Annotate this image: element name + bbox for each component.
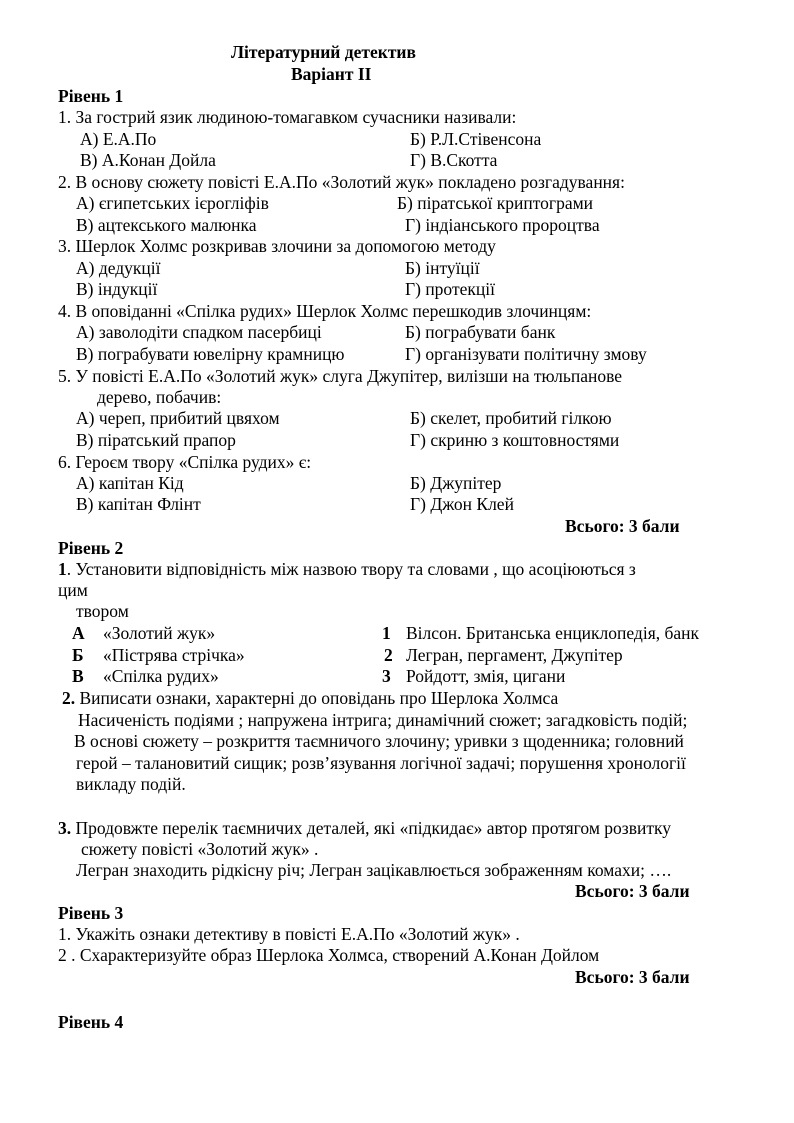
question-3-2-text: 2 . Схарактеризуйте образ Шерлока Холмса, створений А.Конан Дойлом xyxy=(58,945,600,965)
level-3-total: Всього: 3 бали xyxy=(575,967,690,987)
level-2-total: Всього: 3 бали xyxy=(575,881,690,901)
question-1-5-text-continued: дерево, побачив: xyxy=(97,387,222,407)
question-1-3-text: 3. Шерлок Холмс розкривав злочини за допомогою методу xyxy=(58,236,496,256)
question-1-4-option-a: А) заволодіти спадком пасербиці xyxy=(76,322,322,342)
question-1-1-option-c: В) А.Конан Дойла xyxy=(80,150,216,170)
matching-row-words-2: Легран, пергамент, Джупітер xyxy=(406,645,623,665)
question-2-1-text xyxy=(58,559,636,580)
question-2-1-text-continued-2: твором xyxy=(76,601,129,621)
question-1-2-text: 2. В основу сюжету повісті Е.А.По «Золотий жук» покладено розгадування: xyxy=(58,172,625,192)
matching-row-number-2: 2 xyxy=(384,645,393,665)
question-1-4-option-c: В) пограбувати ювелірну крамницю xyxy=(76,344,345,364)
matching-row-number-3: 3 xyxy=(382,666,391,686)
question-2-1-prompt: . Установити відповідність між назвою твору та словами , що асоціюються з xyxy=(66,559,636,579)
question-1-2-option-a: А) єгипетських ієрогліфів xyxy=(76,193,269,213)
question-1-3-option-b: Б) інтуїції xyxy=(405,258,480,278)
question-1-5-text: 5. У повісті Е.А.По «Золотий жук» слуга Джупітер, вилізши на тюльпанове xyxy=(58,366,623,386)
question-2-3-example: Легран знаходить рідкісну річ; Легран зацікавлюється зображенням комахи; …. xyxy=(76,860,672,880)
level-3-heading: Рівень 3 xyxy=(58,903,124,923)
question-2-2-text xyxy=(62,688,558,709)
matching-row-number-1: 1 xyxy=(382,623,391,643)
question-1-3-option-d: Г) протекції xyxy=(405,279,495,299)
question-1-6-text: 6. Героєм твору «Спілка рудих» є: xyxy=(58,452,312,472)
question-3-1-text: 1. Укажіть ознаки детективу в повісті Е.А.По «Золотий жук» . xyxy=(58,924,520,944)
question-2-2-prompt: Виписати ознаки, характерні до оповідань про Шерлока Холмса xyxy=(75,688,559,708)
question-1-2-option-c: В) ацтекського малюнка xyxy=(76,215,257,235)
question-1-4-option-b: Б) пограбувати банк xyxy=(405,322,556,342)
matching-row-letter-a: А xyxy=(72,623,85,643)
question-2-2-number: 2. xyxy=(62,688,76,708)
question-1-1-text: 1. За гострий язик людиною-томагавком сучасники називали: xyxy=(58,107,517,127)
question-1-5-option-b: Б) скелет, пробитий гілкою xyxy=(410,408,612,428)
question-2-2-line-4: викладу подій. xyxy=(76,774,186,794)
variant-label: Варіант II xyxy=(291,64,372,84)
question-1-6-option-c: В) капітан Флінт xyxy=(76,494,201,514)
question-1-1-option-d: Г) В.Скотта xyxy=(410,150,498,170)
question-1-1-option-b: Б) Р.Л.Стівенсона xyxy=(410,129,542,149)
matching-row-words-3: Ройдотт, змія, цигани xyxy=(406,666,566,686)
question-2-3-text xyxy=(58,818,671,839)
question-1-2-option-b: Б) піратської криптограми xyxy=(397,193,594,213)
question-2-3-prompt: Продовжте перелік таємничих деталей, які «підкидає» автор протягом розвитку xyxy=(71,818,671,838)
level-2-heading: Рівень 2 xyxy=(58,538,124,558)
question-1-6-option-b: Б) Джупітер xyxy=(410,473,502,493)
question-1-6-option-d: Г) Джон Клей xyxy=(410,494,514,514)
question-2-2-line-2: В основі сюжету – розкриття таємничого злочину; уривки з щоденника; головний xyxy=(74,731,684,751)
question-1-3-option-a: А) дедукції xyxy=(76,258,161,278)
question-2-2-line-1: Насиченість подіями ; напружена інтрига; динамічний сюжет; загадковість подій; xyxy=(78,710,688,730)
question-1-4-text: 4. В оповіданні «Спілка рудих» Шерлок Холмс перешкодив злочинцям: xyxy=(58,301,592,321)
matching-row-title-a: «Золотий жук» xyxy=(103,623,216,643)
question-1-6-option-a: А) капітан Кід xyxy=(76,473,184,493)
matching-row-letter-b: Б xyxy=(72,645,84,665)
question-2-3-text-continued: сюжету повісті «Золотий жук» . xyxy=(81,839,319,859)
question-1-3-option-c: В) індукції xyxy=(76,279,158,299)
matching-row-words-1: Вілсон. Британська енциклопедія, банк xyxy=(406,623,700,643)
question-1-5-option-c: В) піратський прапор xyxy=(76,430,236,450)
question-1-5-option-d: Г) скриню з коштовностями xyxy=(410,430,620,450)
matching-row-title-b: «Пістрява стрічка» xyxy=(103,645,245,665)
question-1-5-option-a: А) череп, прибитий цвяхом xyxy=(76,408,280,428)
question-1-4-option-d: Г) організувати політичну змову xyxy=(405,344,647,364)
question-2-1-number: 1 xyxy=(58,559,67,579)
page-title: Літературний детектив xyxy=(231,42,416,62)
question-2-2-line-3: герой – талановитий сищик; розв’язування логічної задачі; порушення хронології xyxy=(76,753,686,773)
level-4-heading: Рівень 4 xyxy=(58,1012,124,1032)
matching-row-title-c: «Спілка рудих» xyxy=(103,666,219,686)
question-2-1-text-continued: цим xyxy=(58,580,88,600)
level-1-heading: Рівень 1 xyxy=(58,86,124,106)
matching-row-letter-c: В xyxy=(72,666,84,686)
question-2-3-number: 3. xyxy=(58,818,72,838)
level-1-total: Всього: 3 бали xyxy=(565,516,680,536)
question-1-2-option-d: Г) індіанського пророцтва xyxy=(405,215,600,235)
question-1-1-option-a: А) Е.А.По xyxy=(80,129,157,149)
